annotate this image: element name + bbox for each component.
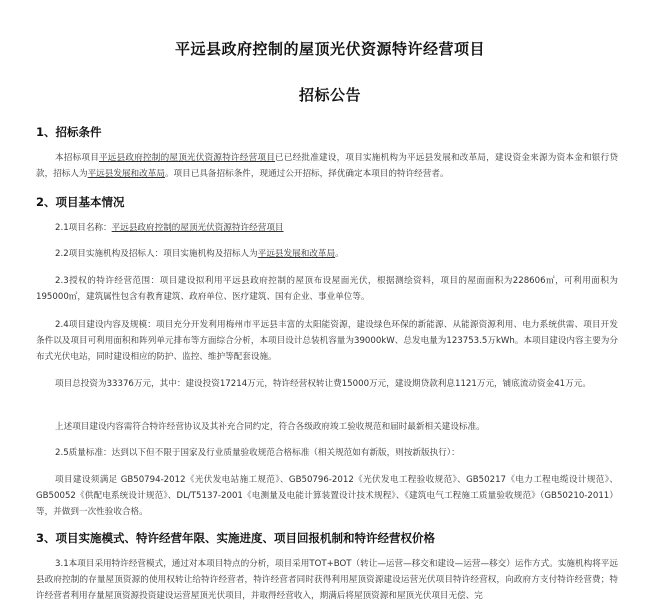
text-run: 。 [335, 249, 344, 259]
section-2-4-paragraph: 2.4项目建设内容及规模：项目充分开发利用梅州市平远县丰富的太阳能资源，建设绿色环保的新能源、从能源资源利用、电力系统供需、项目开发条件以及项目可利用面积和阵列单元排布等方面综合分析，本项目设计总装机容量为39000kW、总发电量为123753.5万kWh。本项目建设内容主要为分布式光伏电站，同时建设相应的防护、监控、维护等配套设施。 [36, 320, 618, 362]
section-2-heading: 2、项目基本情况 [36, 195, 125, 209]
section-2-2-paragraph [36, 246, 618, 262]
section-2-codes-paragraph: 项目建设须满足 GB50794-2012《光伏发电站施工规范》、GB50796-2012《光伏发电工程验收规范》、GB50217《电力工程电缆设计规范》、GB50052《供配电系统设计规范》、DL/T5137-2001《电测量及电能计算装置设计技术规程》、《建筑电气工程施工质量验收规范》（GB50210-2011）等，并做到一次性验收合格。 [36, 475, 618, 517]
section-2-1-paragraph [36, 220, 618, 236]
document-subtitle: 招标公告 [298, 86, 361, 104]
text-run: 。项目已具备招标条件，现通过公开招标，择优确定本项目的特许经营者。 [164, 169, 449, 179]
text-run: 已已经批准建设，项目实施机构为平远县发展和改革局，建设资金来源为资本金和银行贷款，招标人为 [36, 153, 618, 179]
section-3-heading: 3、项目实施模式、特许经营年限、实施进度、项目回报机制和特许经营权价格 [36, 531, 435, 545]
section-1-paragraph [36, 150, 618, 182]
section-2-standards-paragraph: 上述项目建设内容需符合特许经营协议及其补充合同约定，符合各级政府竣工验收规范和届时最新相关建设标准。 [55, 422, 485, 432]
project-name-underlined: 平远县政府控制的屋顶光伏资源特许经营项目 [99, 153, 275, 163]
tenderer-name-underlined: 平远县发展和改革局 [87, 169, 165, 179]
section-2-5-paragraph: 2.5质量标准：达到以下但不限于国家及行业质量验收规范合格标准（相关规范如有新版，则按新版执行）： [55, 448, 460, 458]
text-run: 本招标项目 [55, 153, 99, 163]
tenderer-name-underlined: 平远县发展和改革局 [257, 249, 336, 259]
document-title: 平远县政府控制的屋顶光伏资源特许经营项目 [174, 40, 485, 58]
text-run: 2.2项目实施机构及招标人：项目实施机构及招标人为 [55, 249, 258, 259]
section-2-3-paragraph: 2.3授权的特许经营范围：项目建设拟利用平远县政府控制的屋顶布设屋面光伏，根据测绘资料，项目的屋面面积为228606㎡，可利用面积为195000㎡，建筑属性包含有教育建筑、政府单位、医疗建筑、国有企业、事业单位等。 [36, 276, 618, 302]
section-2-investment-paragraph: 项目总投资为33376万元，其中：建设投资17214万元，特许经营权转让费15000万元，建设期贷款利息1121万元，铺底流动资金41万元。 [55, 379, 591, 389]
section-1-heading: 1、招标条件 [36, 125, 102, 139]
section-3-1-paragraph: 3.1本项目采用特许经营模式，通过对本项目特点的分析，项目采用TOT+BOT（转让—运营—移交和建设—运营—移交）运作方式。实施机构将平远县政府控制的存量屋顶资源的使用权转让给特许经营者，特许经营者同时获得利用屋顶资源建设运营光伏项目特许经营权，向政府方支付特许经营费；特许经营者利用存量屋顶资源投资建设运营屋顶光伏项目，并取得经营收入，期满后将屋顶资源和屋顶光伏项目无偿、完 [36, 559, 618, 601]
project-name-underlined: 平远县政府控制的屋顶光伏资源特许经营项目 [111, 223, 284, 233]
text-run: 2.1项目名称： [55, 223, 112, 233]
